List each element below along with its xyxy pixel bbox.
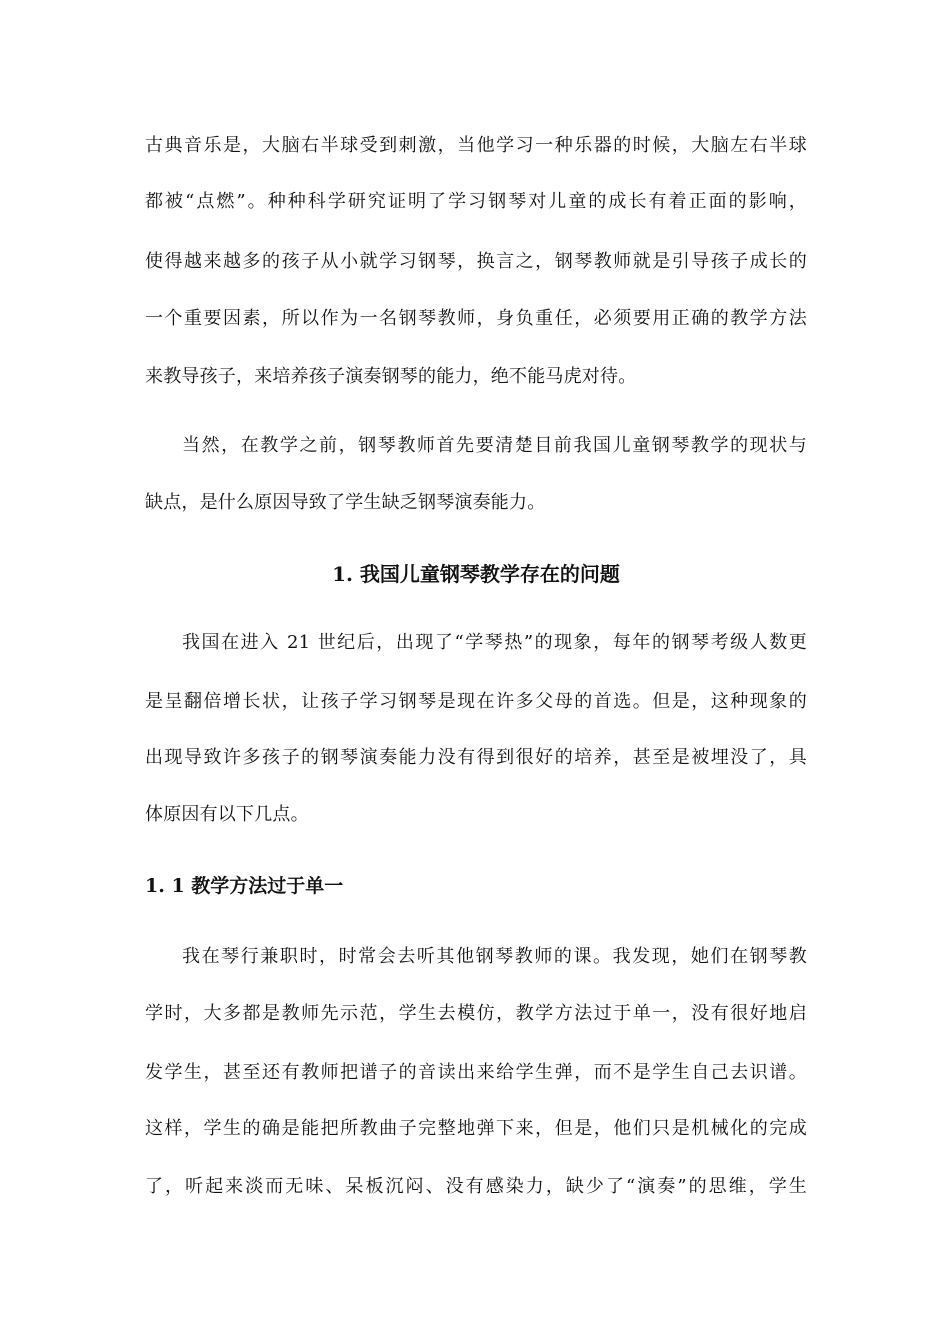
paragraph-4-line-1: 我在琴行兼职时，时常会去听其他钢琴教师的课。我发现，她们在钢琴教	[182, 946, 807, 967]
paragraph-3-line-4: 体原因有以下几点。	[145, 804, 309, 825]
paragraph-3-line-1: 我国在进入 21 世纪后，出现了“学琴热”的现象，每年的钢琴考级人数更	[182, 632, 807, 653]
paragraph-1-line-3: 使得越来越多的孩子从小就学习钢琴，换言之，钢琴教师就是引导孩子成长的	[145, 251, 807, 272]
paragraph-1-line-1: 古典音乐是，大脑右半球受到刺激，当他学习一种乐器的时候，大脑左右半球	[145, 135, 807, 156]
section-heading-1: 1. 我国儿童钢琴教学存在的问题	[332, 562, 620, 586]
paragraph-4-line-5: 了，听起来淡而无味、呆板沉闷、没有感染力，缺少了“演奏”的思维，学生	[145, 1176, 807, 1197]
paragraph-2-line-1: 当然，在教学之前，钢琴教师首先要清楚目前我国儿童钢琴教学的现状与	[182, 435, 807, 456]
paragraph-1-line-4: 一个重要因素，所以作为一名钢琴教师，身负重任，必须要用正确的教学方法	[145, 308, 807, 329]
paragraph-1-line-2: 都被“点燃”。种种科学研究证明了学习钢琴对儿童的成长有着正面的影响，	[145, 191, 807, 212]
paragraph-4-line-4: 这样，学生的确是能把所教曲子完整地弹下来，但是，他们只是机械化的完成	[145, 1118, 807, 1139]
paragraph-3-line-3: 出现导致许多孩子的钢琴演奏能力没有得到很好的培养，甚至是被埋没了，具	[145, 747, 807, 768]
paragraph-1-line-5: 来教导孩子，来培养孩子演奏钢琴的能力，绝不能马虎对待。	[145, 366, 637, 387]
subsection-heading-1-1: 1. 1 教学方法过于单一	[145, 875, 344, 897]
paragraph-4-line-3: 发学生，甚至还有教师把谱子的音读出来给学生弹，而不是学生自己去识谱。	[145, 1062, 807, 1083]
paragraph-4-line-2: 学时，大多都是教师先示范，学生去模仿，教学方法过于单一，没有很好地启	[145, 1003, 807, 1024]
paragraph-3-line-2: 是呈翻倍增长状，让孩子学习钢琴是现在许多父母的首选。但是，这种现象的	[145, 691, 807, 712]
paragraph-2-line-2: 缺点，是什么原因导致了学生缺乏钢琴演奏能力。	[145, 492, 546, 513]
